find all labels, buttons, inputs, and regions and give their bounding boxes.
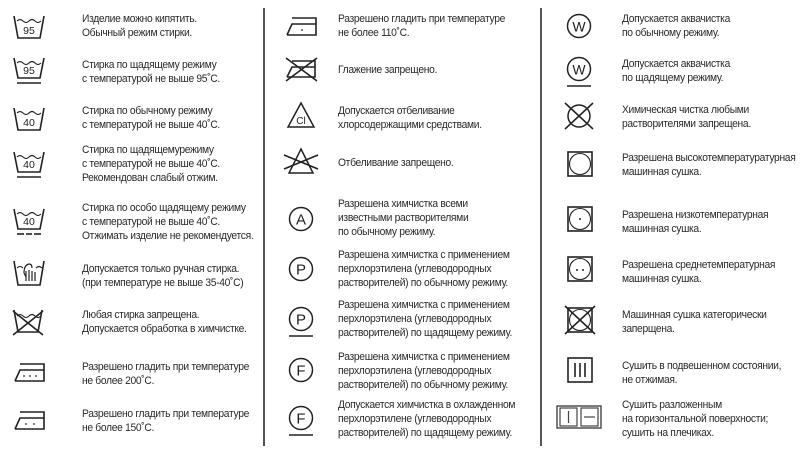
entry-text: Разрешена низкотемпературная машинная сушка. (622, 209, 769, 235)
svg-text:95: 95 (23, 65, 35, 77)
entry-text: Разрешена химчистка с применением перхлорэтилена (углеводородных растворителей) по обычному режиму. (338, 249, 510, 289)
svg-text:P: P (295, 311, 307, 329)
svg-text:40: 40 (23, 159, 35, 171)
entry-text: Разрешена высокотемпературатурная машинная сушка. (622, 152, 796, 178)
entry-text: Разрешена химчистка всеми известными растворителями по обычному режиму. (338, 198, 469, 238)
entry-text: Изделие можно кипятить. Обычный режим стирки. (82, 13, 197, 39)
svg-text:Cl: Cl (296, 116, 306, 127)
iron-high-icon (12, 361, 46, 383)
entry-text: Машинная сушка категорически заперщена. (622, 309, 767, 335)
wash-40-gentle-icon (12, 150, 46, 180)
entry-text: Сушить разложенным на горизонтальной поверхности; сушить на плечиках. (622, 399, 769, 439)
dry-clean-f-icon (288, 357, 314, 383)
entry-text: Стирка по щадящему режиму с температурой не выше 95˚С. (82, 59, 220, 85)
wet-clean-icon (566, 13, 592, 39)
entry-text: Разрешена химчистка с применением перхлорэтилена (углеводородных растворителей) по щадящему режиму. (338, 299, 512, 339)
iron-low-icon (284, 15, 318, 37)
do-not-dry-clean-icon (563, 101, 595, 131)
entry-text: Химическая чистка любыми растворителями запрещена. (622, 104, 751, 130)
entry-text: Отбеливание запрещено. (338, 157, 454, 169)
dry-flat-icon (556, 405, 602, 429)
dry-clean-p-icon (288, 256, 314, 282)
entry-text: Разрешена химчистка с применением перхлорэтилена (углеводородных растворителей) по обычному режиму. (338, 351, 510, 391)
tumble-dry-low-icon (567, 206, 593, 232)
dry-clean-p-gentle-icon (288, 306, 314, 338)
entry-text: Допускается химчистка в охлажденном перхлорэтилене (углеводородных растворителей) по щадящему режиму. (338, 399, 516, 439)
wash-95-gentle-icon (12, 56, 46, 86)
entry-text: Допускается отбеливание хлорсодержащими средствами. (338, 105, 482, 131)
svg-text:F: F (296, 410, 306, 428)
entry-text: Разрешена среднетемпературная машинная сушка. (622, 259, 776, 285)
bleach-chlorine-icon (286, 101, 316, 129)
entry-text: Глажение запрещено. (338, 64, 438, 76)
entry-text: Стирка по особо щадящему режиму с температурой не выше 40˚С. Отжимать изделие не рекомендуется. (82, 202, 254, 242)
wash-40-icon (12, 106, 46, 132)
svg-text:95: 95 (23, 25, 35, 37)
entry-text: Стирка по щадящемурежиму с температурой не выше 40˚С. Рекомендован слабый отжим. (82, 144, 220, 184)
entry-text: Допускается аквачистка по щадящему режиму. (622, 58, 730, 84)
wet-clean-gentle-icon (566, 56, 592, 88)
svg-text:P: P (295, 261, 307, 279)
do-not-tumble-dry-icon (563, 304, 597, 336)
column-divider-2 (540, 8, 542, 446)
line-dry-icon (567, 357, 593, 383)
svg-text:W: W (572, 18, 586, 35)
entry-text: Допускается только ручная стирка. (при температуре не выше 35-40˚С) (82, 263, 244, 289)
hand-wash-icon (12, 259, 46, 287)
wash-95-icon (12, 14, 46, 40)
dry-clean-f-gentle-icon (288, 405, 314, 437)
entry-text: Допускается аквачистка по обычному режиму. (622, 13, 730, 39)
do-not-wash-icon (10, 308, 46, 336)
do-not-iron-icon (283, 56, 319, 82)
column-divider-1 (263, 8, 265, 446)
svg-text:W: W (572, 61, 586, 78)
dry-clean-a-icon (288, 206, 314, 232)
tumble-dry-medium-icon (567, 256, 593, 282)
entry-text: Сушить в подвешенном состоянии, не отжимая. (622, 360, 782, 386)
tumble-dry-high-icon (567, 151, 593, 177)
entry-text: Любая стирка запрещена. Допускается обработка в химчистке. (82, 309, 247, 335)
iron-medium-icon (12, 409, 46, 431)
svg-text:40: 40 (23, 216, 35, 228)
wash-40-very-gentle-icon (12, 207, 46, 237)
entry-text: Стирка по обычному режиму с температурой не выше 40˚С. (82, 105, 220, 131)
entry-text: Разрешено гладить при температуре не более 110˚С. (338, 13, 506, 39)
svg-text:40: 40 (23, 117, 35, 129)
entry-text: Разрешено гладить при температуре не более 150˚С. (82, 408, 250, 434)
entry-text: Разрешено гладить при температуре не более 200˚С. (82, 361, 250, 387)
svg-text:F: F (296, 362, 306, 380)
svg-text:A: A (295, 211, 307, 229)
do-not-bleach-icon (281, 147, 321, 175)
